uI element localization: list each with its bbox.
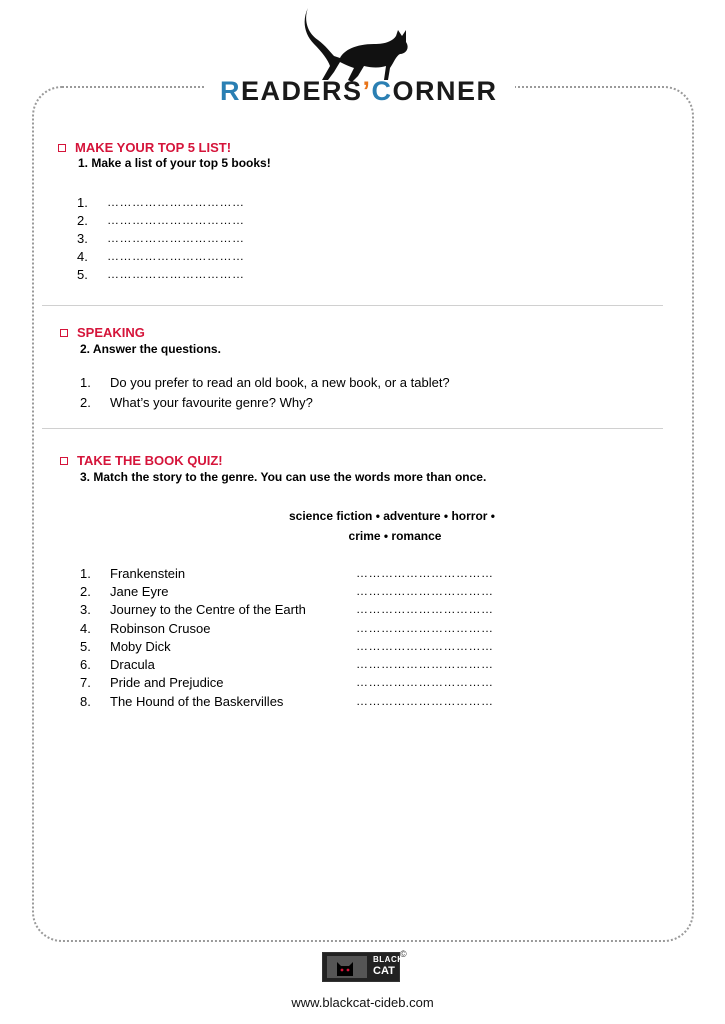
answer-blank: ……………………………: [356, 566, 494, 580]
question-text: Do you prefer to read an old book, a new book, or a tablet?: [110, 375, 450, 390]
question-number: 2.: [80, 395, 91, 410]
answer-blank: ……………………………: [356, 694, 494, 708]
brand-title: [220, 76, 498, 107]
answer-blank: ……………………………: [107, 249, 245, 263]
answer-blank: ……………………………: [107, 267, 245, 281]
story-title: Dracula: [110, 657, 155, 672]
question-text: What’s your favourite genre? Why?: [110, 395, 313, 410]
story-number: 5.: [80, 639, 91, 654]
answer-blank: ……………………………: [356, 675, 494, 689]
brand-word-eaders: EADERS: [241, 76, 363, 106]
section3-instruction: 3. Match the story to the genre. You can use the words more than once.: [80, 470, 487, 484]
brand-letter-r: R: [220, 76, 241, 106]
story-number: 7.: [80, 675, 91, 690]
list-item-number: 5.: [77, 267, 88, 282]
story-title: Pride and Prejudice: [110, 675, 224, 690]
section1-title-text: MAKE YOUR TOP 5 LIST!: [75, 140, 232, 155]
section-divider: [42, 305, 663, 306]
brand-letter-c: C: [371, 76, 393, 106]
cat-face-icon: [327, 956, 367, 978]
checkbox-icon: [60, 457, 68, 465]
story-number: 2.: [80, 584, 91, 599]
section-divider: [42, 428, 663, 429]
list-item-number: 4.: [77, 249, 88, 264]
section1-title: [58, 140, 231, 155]
brand-apostrophe: ’: [362, 76, 372, 106]
story-title: Moby Dick: [110, 639, 171, 654]
cat-logo-icon: [300, 6, 420, 86]
header: [0, 0, 725, 110]
section3-title-text: TAKE THE BOOK QUIZ!: [77, 453, 223, 468]
story-title: Jane Eyre: [110, 584, 169, 599]
answer-blank: ……………………………: [107, 213, 245, 227]
answer-blank: ……………………………: [356, 639, 494, 653]
genre-word-bank-line1: science fiction • adventure • horror •: [289, 509, 495, 523]
section2-instruction: 2. Answer the questions.: [80, 342, 221, 356]
genre-word-bank-line2: crime • romance: [348, 529, 442, 543]
section2-title: [60, 325, 145, 340]
logo-text-black: BLACK: [373, 955, 404, 964]
answer-blank: ……………………………: [356, 657, 494, 671]
section1-instruction: 1. Make a list of your top 5 books!: [78, 156, 271, 170]
story-title: Robinson Crusoe: [110, 621, 211, 636]
story-number: 1.: [80, 566, 91, 581]
answer-blank: ……………………………: [356, 602, 494, 616]
story-title: The Hound of the Baskervilles: [110, 694, 284, 709]
story-number: 8.: [80, 694, 91, 709]
answer-blank: ……………………………: [356, 621, 494, 635]
answer-blank: ……………………………: [356, 584, 494, 598]
black-cat-logo: [322, 952, 404, 982]
story-number: 4.: [80, 621, 91, 636]
checkbox-icon: [60, 329, 68, 337]
answer-blank: ……………………………: [107, 231, 245, 245]
answer-blank: ……………………………: [107, 195, 245, 209]
section3-title: [60, 453, 223, 468]
list-item-number: 1.: [77, 195, 88, 210]
checkbox-icon: [58, 144, 66, 152]
brand-word-orner: ORNER: [392, 76, 498, 106]
list-item-number: 3.: [77, 231, 88, 246]
story-number: 6.: [80, 657, 91, 672]
story-title: Frankenstein: [110, 566, 186, 581]
story-title: Journey to the Centre of the Earth: [110, 602, 306, 617]
list-item-number: 2.: [77, 213, 88, 228]
question-number: 1.: [80, 375, 91, 390]
logo-text-cat: CAT: [373, 965, 395, 977]
section2-title-text: SPEAKING: [77, 325, 145, 340]
story-number: 3.: [80, 602, 91, 617]
copyright-mark: ©: [400, 949, 407, 959]
footer-url[interactable]: www.blackcat-cideb.com: [291, 995, 434, 1010]
